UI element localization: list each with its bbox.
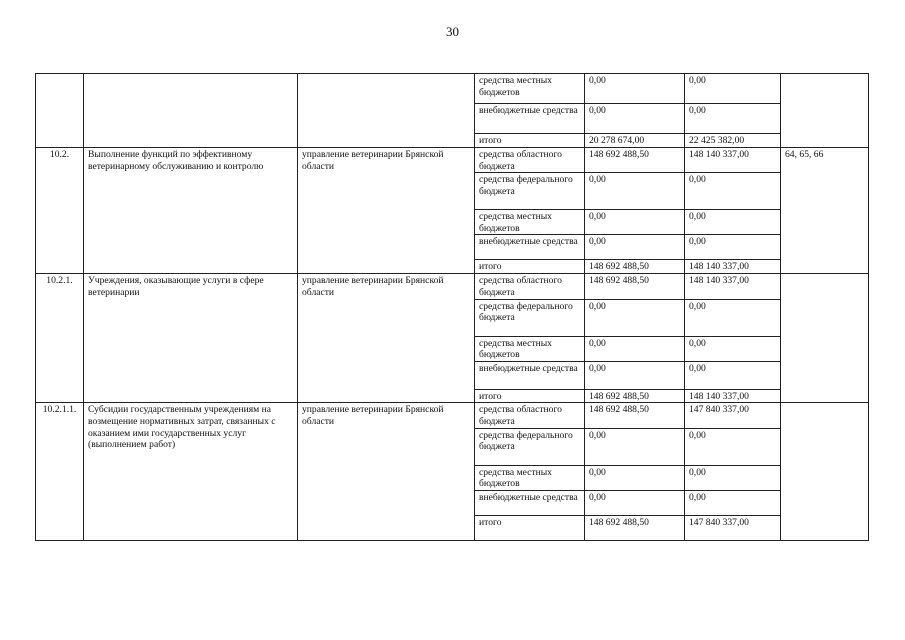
source-cell: средства областного бюджета — [475, 148, 585, 173]
table-row — [36, 148, 869, 173]
value-cell: 0,00 — [685, 299, 781, 336]
value-cell: 148 140 337,00 — [685, 260, 781, 274]
name-cell: Выполнение функций по эффективному ветеринарному обслуживанию и контролю — [84, 148, 298, 274]
value-cell: 148 692 488,50 — [585, 515, 685, 540]
value-cell: 0,00 — [585, 465, 685, 490]
source-cell: средства федерального бюджета — [475, 299, 585, 336]
executor-cell: управление ветеринарии Брянской области — [298, 274, 475, 403]
value-cell: 0,00 — [685, 428, 781, 465]
source-cell: внебюджетные средства — [475, 235, 585, 260]
source-cell: итого — [475, 515, 585, 540]
ref-cell — [781, 74, 869, 148]
table-row — [36, 74, 869, 104]
number-cell: 10.2.1. — [36, 274, 84, 403]
ref-cell — [781, 403, 869, 540]
executor-cell: управление ветеринарии Брянской области — [298, 148, 475, 274]
ref-cell — [781, 274, 869, 403]
value-cell: 0,00 — [685, 173, 781, 210]
source-cell: итого — [475, 134, 585, 148]
value-cell: 148 692 488,50 — [585, 260, 685, 274]
value-cell: 0,00 — [685, 235, 781, 260]
source-cell: средства местных бюджетов — [475, 210, 585, 235]
name-cell: Субсидии государственным учреждениям на возмещение нормативных затрат, связанных с оказанием ими государственных услуг (выполнением работ) — [84, 403, 298, 540]
value-cell: 0,00 — [585, 490, 685, 515]
source-cell: средства областного бюджета — [475, 403, 585, 428]
value-cell: 20 278 674,00 — [585, 134, 685, 148]
value-cell: 0,00 — [685, 104, 781, 134]
number-cell: 10.2. — [36, 148, 84, 274]
value-cell: 0,00 — [585, 210, 685, 235]
value-cell: 148 692 488,50 — [585, 403, 685, 428]
source-cell: итого — [475, 389, 585, 403]
source-cell: средства местных бюджетов — [475, 465, 585, 490]
value-cell: 0,00 — [585, 104, 685, 134]
source-cell: средства областного бюджета — [475, 274, 585, 299]
value-cell: 148 692 488,50 — [585, 389, 685, 403]
value-cell: 0,00 — [685, 490, 781, 515]
budget-table — [35, 73, 869, 541]
value-cell: 0,00 — [585, 235, 685, 260]
value-cell: 148 140 337,00 — [685, 148, 781, 173]
table-row — [36, 403, 869, 428]
value-cell: 0,00 — [685, 210, 781, 235]
value-cell: 148 692 488,50 — [585, 274, 685, 299]
value-cell: 0,00 — [585, 336, 685, 361]
number-cell — [36, 74, 84, 148]
page-number: 30 — [446, 24, 459, 39]
value-cell: 0,00 — [585, 173, 685, 210]
source-cell: итого — [475, 260, 585, 274]
value-cell: 148 692 488,50 — [585, 148, 685, 173]
source-cell: средства местных бюджетов — [475, 336, 585, 361]
name-cell — [84, 74, 298, 148]
value-cell: 0,00 — [685, 74, 781, 104]
executor-cell — [298, 74, 475, 148]
value-cell: 22 425 382,00 — [685, 134, 781, 148]
value-cell: 0,00 — [685, 336, 781, 361]
value-cell: 0,00 — [585, 74, 685, 104]
number-cell: 10.2.1.1. — [36, 403, 84, 540]
value-cell: 0,00 — [585, 299, 685, 336]
source-cell: внебюджетные средства — [475, 104, 585, 134]
value-cell: 148 140 337,00 — [685, 389, 781, 403]
source-cell: средства местных бюджетов — [475, 74, 585, 104]
source-cell: внебюджетные средства — [475, 361, 585, 389]
value-cell: 148 140 337,00 — [685, 274, 781, 299]
executor-cell: управление ветеринарии Брянской области — [298, 403, 475, 540]
value-cell: 147 840 337,00 — [685, 515, 781, 540]
value-cell: 147 840 337,00 — [685, 403, 781, 428]
source-cell: средства федерального бюджета — [475, 173, 585, 210]
table-row — [36, 274, 869, 299]
value-cell: 0,00 — [685, 465, 781, 490]
source-cell: внебюджетные средства — [475, 490, 585, 515]
value-cell: 0,00 — [585, 361, 685, 389]
name-cell: Учреждения, оказывающие услуги в сфере ветеринарии — [84, 274, 298, 403]
source-cell: средства федерального бюджета — [475, 428, 585, 465]
value-cell: 0,00 — [585, 428, 685, 465]
value-cell: 0,00 — [685, 361, 781, 389]
ref-cell: 64, 65, 66 — [781, 148, 869, 274]
